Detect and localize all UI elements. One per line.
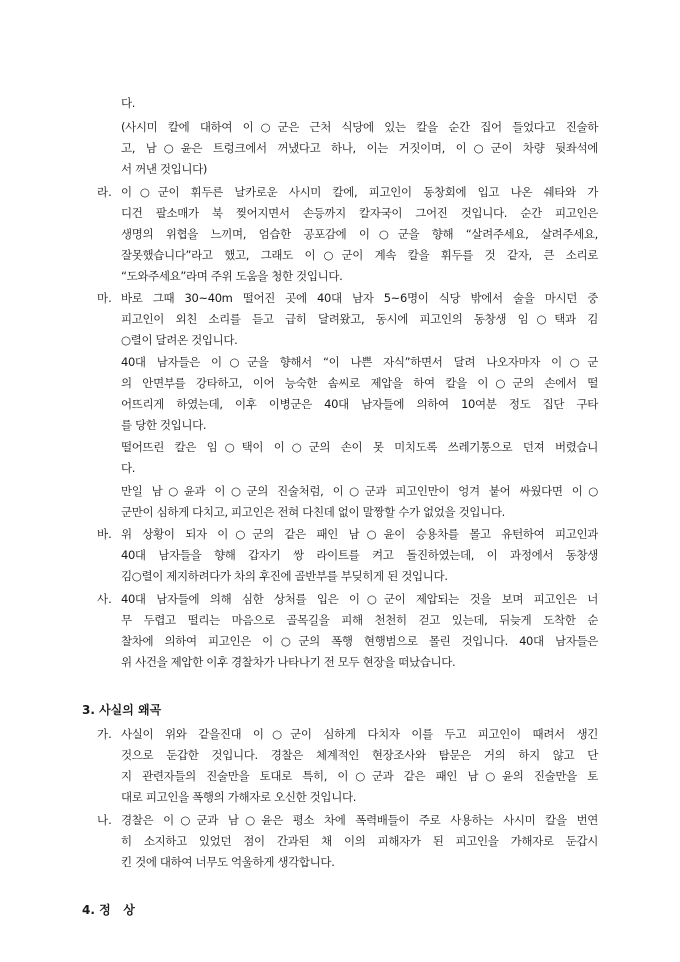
para-sa-line: 40대 남자들에 의해 심한 상처를 입은 이○군이 제압되는 것을 보며 피고인은 너 [121,592,598,606]
para-ma-line: 바로 그때 30~40m 떨어진 곳에 40대 남자 5~6명이 식당 밖에서 술을 마시던 중 [121,291,598,305]
para-ba-line: 김○렬이 제지하려다가 차의 후진에 골반부를 부딪히게 된 것입니다. [121,569,448,583]
para-sa-line: 무 두렵고 떨리는 마음으로 골목길을 피해 천천히 걷고 있는데, 뒤늦게 도착한 순 [121,613,598,627]
item-marker-ba: 바. [97,527,112,541]
para-ra-line: “도와주세요”라며 주위 도움을 청한 것입니다. [121,269,343,283]
para-na-line: 킨 것에 대하여 너무도 억울하게 생각합니다. [121,855,335,869]
para-sa-line: 위 사건을 제압한 이후 경찰차가 나타나기 전 모두 현장을 떠났습니다. [121,655,456,669]
para-ga-line: 사실이 위와 같을진대 이○군이 심하게 다치자 이를 두고 피고인이 때려서 생긴 [121,727,598,741]
para-ga-line: 대로 피고인을 폭행의 가해자로 오신한 것입니다. [121,790,357,804]
item-marker-ra: 라. [97,185,112,199]
section-heading-4: 4. 정 상 [82,903,135,917]
para-ga-line: 지 관련자들의 진술만을 토대로 특히, 이○군과 같은 패인 남○윤의 진술만을 토 [121,769,598,783]
para-ra-line: 잘못했습니다”라고 했고, 그래도 이○군이 계속 칼을 휘두를 것 같자, 큰 소리로 [121,248,598,262]
para-ra-line: 이○군이 휘두른 날카로운 사시미 칼에, 피고인이 동창회에 입고 나온 쉐타와 가 [121,185,598,199]
item-marker-ga: 가. [97,727,112,741]
para-da-note-line: (사시미 칼에 대하여 이○군은 근처 식당에 있는 칼을 순간 집어 들었다고 진술하 [121,120,598,134]
item-marker-sa: 사. [97,592,112,606]
para-ra-line: 생명의 위협을 느끼며, 엄습한 공포감에 이○군을 향해 “살려주세요, 살려주세요, [121,227,598,241]
para-na-line: 히 소지하고 있었던 점이 간과된 채 이의 피해자가 된 피고인을 가해자로 둔갑시 [121,834,598,848]
para-ma-line: 다. [121,461,136,475]
para-ma-line: 를 당한 것입니다. [121,418,207,432]
para-ma-line: 어뜨리게 하였는데, 이후 이병군은 40대 남자들에 의하여 10여분 정도 집단 구타 [121,397,598,411]
para-na-line: 경찰은 이○군과 남○윤은 평소 차에 폭력배들이 주로 사용하는 사시미 칼을 번연 [121,813,598,827]
item-marker-ma: 마. [97,291,112,305]
para-ma-line: 40대 남자들은 이○군을 향해서 “이 나쁜 자식”하면서 달려 나오자마자 이○군 [121,355,598,369]
para-da-tail: 다. [121,96,136,110]
para-ga-line: 것으로 둔갑한 것입니다. 경찰은 체계적인 현장조사와 탐문은 거의 하지 않고 단 [121,748,598,762]
para-ma-line: 만일 남○윤과 이○군의 진술처럼, 이○군과 피고인만이 엉겨 붙어 싸웠다면 이○ [121,484,598,498]
para-ba-line: 위 상황이 되자 이○군의 같은 패인 남○윤이 승용차를 몰고 유턴하여 피고인과 [121,527,598,541]
para-ma-line: 떨어뜨린 칼은 임○택이 이○군의 손이 못 미치도록 쓰레기통으로 던져 버렸습니 [121,440,598,454]
para-ma-line: 의 안면부를 강타하고, 이어 능숙한 솜씨로 제압을 하여 칼을 이○군의 손에서 떨 [121,376,598,390]
para-da-note-line: 서 꺼낸 것입니다) [121,162,208,176]
item-marker-na: 나. [97,813,112,827]
para-da-note-line: 고, 남○윤은 트렁크에서 꺼냈다고 하나, 이는 거짓이며, 이○군이 차량 뒷좌석에 [121,141,598,155]
section-heading-3: 3. 사실의 왜곡 [82,703,162,717]
para-ma-line: 군만이 심하게 다치고, 피고인은 전혀 다친데 없이 말짱할 수가 없었을 것입니다. [121,505,505,519]
para-sa-line: 찰차에 의하여 피고인은 이○군의 폭행 현행범으로 몰린 것입니다. 40대 남자들은 [121,634,598,648]
para-ma-line: 피고인이 외친 소리를 듣고 급히 달려왔고, 동시에 피고인의 동창생 임○택과 김 [121,312,598,326]
para-ra-line: 디건 팔소매가 북 찢어지면서 손등까지 칼자국이 그어진 것입니다. 순간 피고인은 [121,206,598,220]
para-ba-line: 40대 남자들을 향해 갑자기 쌍 라이트를 켜고 돌진하였는데, 이 과정에서 동창생 [121,548,598,562]
para-ma-line: ○렬이 달려온 것입니다. [121,333,238,347]
